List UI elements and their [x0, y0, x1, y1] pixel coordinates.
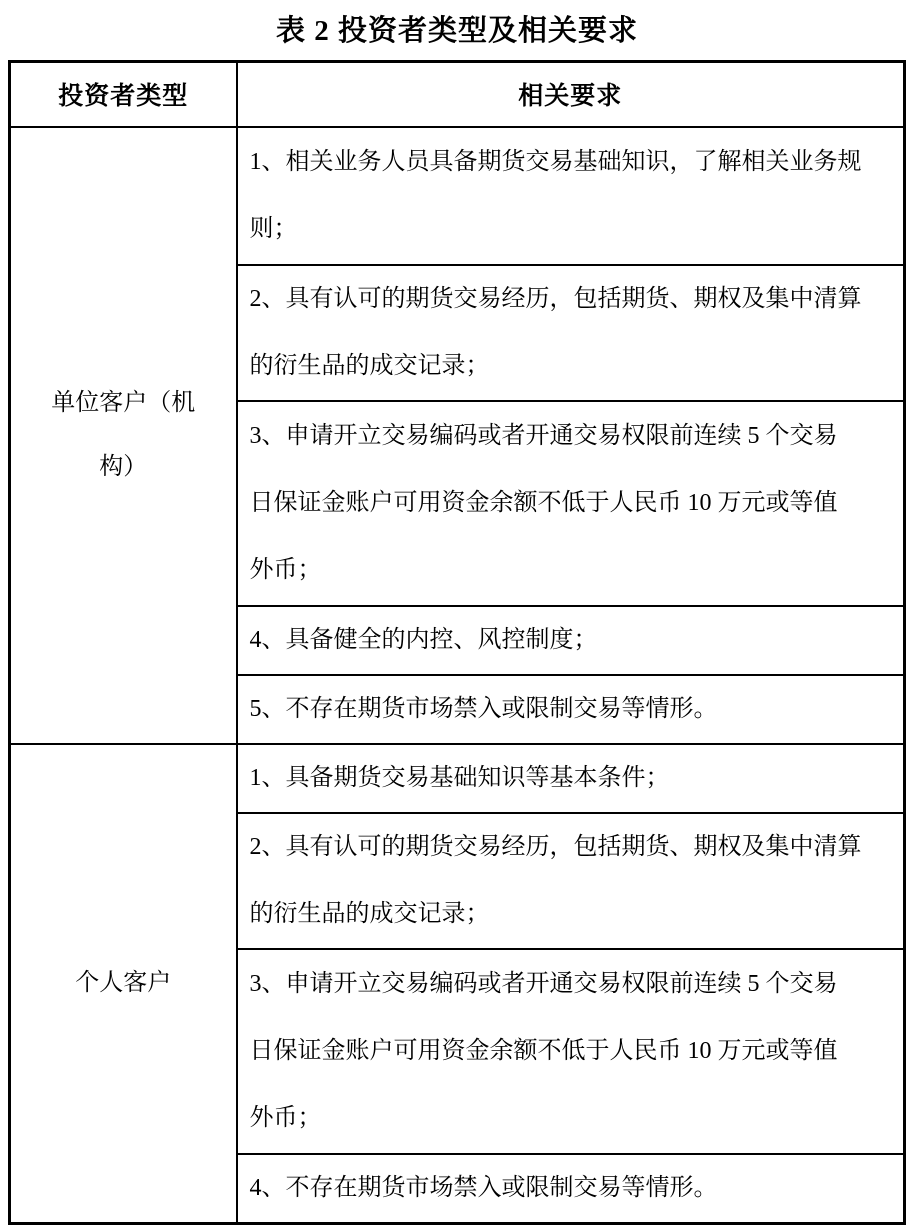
table-row	[10, 127, 905, 265]
investor-type-cell-institutional	[10, 127, 237, 744]
requirement-line: 日保证金账户可用资金余额不低于人民币 10 万元或等值	[249, 489, 838, 516]
requirement-cell	[237, 675, 905, 744]
table-row	[10, 744, 905, 813]
requirement-line: 4、不存在期货市场禁入或限制交易等情形。	[249, 1174, 718, 1201]
requirement-cell	[237, 1154, 905, 1224]
investor-type-line: 构）	[99, 454, 148, 480]
requirement-line: 外币；	[249, 556, 322, 583]
requirement-line: 日保证金账户可用资金余额不低于人民币 10 万元或等值	[249, 1037, 838, 1064]
requirement-cell	[237, 744, 905, 813]
requirement-line: 3、申请开立交易编码或者开通交易权限前连续 5 个交易	[249, 970, 838, 997]
requirement-line: 1、具备期货交易基础知识等基本条件；	[249, 764, 670, 791]
investor-type-cell-individual	[10, 744, 237, 1224]
column-header-investor-type: 投资者类型	[10, 62, 237, 127]
requirement-line: 5、不存在期货市场禁入或限制交易等情形。	[249, 695, 718, 722]
requirement-line: 4、具备健全的内控、风控制度；	[249, 626, 598, 653]
requirement-line: 2、具有认可的期货交易经历，包括期货、期权及集中清算	[249, 833, 862, 860]
table-title: 表 2 投资者类型及相关要求	[275, 15, 638, 47]
requirement-line: 1、相关业务人员具备期货交易基础知识，了解相关业务规	[249, 148, 862, 175]
requirement-cell	[237, 401, 905, 606]
column-header-requirements: 相关要求	[237, 62, 905, 127]
requirement-line: 外币；	[249, 1104, 322, 1131]
requirement-cell	[237, 127, 905, 265]
requirement-cell	[237, 606, 905, 675]
requirement-line: 则；	[249, 215, 298, 242]
requirement-line: 3、申请开立交易编码或者开通交易权限前连续 5 个交易	[249, 422, 838, 449]
table-header-row	[10, 62, 905, 127]
requirement-line: 2、具有认可的期货交易经历，包括期货、期权及集中清算	[249, 285, 862, 312]
requirement-line: 的衍生品的成交记录；	[249, 352, 490, 379]
investor-type-line: 个人客户	[75, 970, 172, 997]
requirement-cell	[237, 949, 905, 1154]
requirement-line: 的衍生品的成交记录；	[249, 900, 490, 927]
investor-type-line: 单位客户（机	[51, 390, 196, 416]
investor-requirements-table	[8, 60, 906, 1225]
requirement-cell	[237, 813, 905, 949]
requirement-cell	[237, 265, 905, 401]
